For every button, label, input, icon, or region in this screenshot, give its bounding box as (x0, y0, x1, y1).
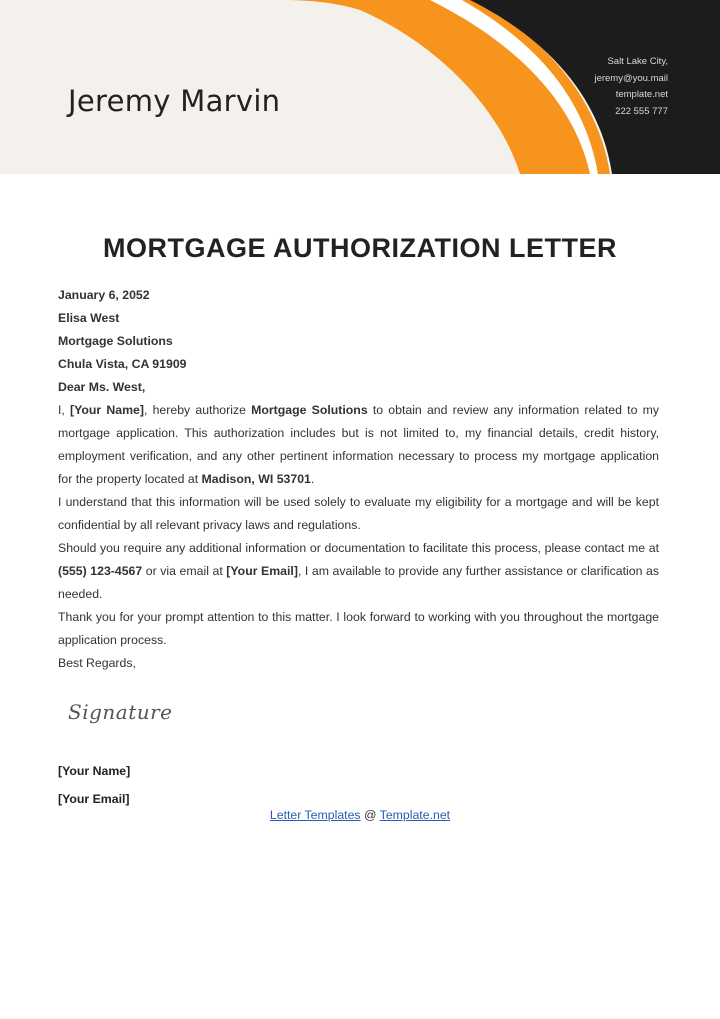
contact-phone: 222 555 777 (615, 105, 668, 117)
p3-phone: (555) 123-4567 (58, 564, 143, 578)
p3-text-3: , I am available to provide any further assistance or clarification as needed. (58, 564, 659, 601)
recipient-company: Mortgage Solutions (58, 334, 173, 348)
recipient-address: Chula Vista, CA 91909 (58, 357, 187, 371)
p1-text-1: I, (58, 403, 71, 417)
p1-text-2: , hereby authorize (143, 403, 252, 417)
footer (0, 808, 720, 822)
signer-name: [Your Name] (58, 764, 131, 778)
signature-block (58, 757, 130, 813)
p1-property-location: Madison, WI 53701 (201, 472, 311, 486)
sender-contact (508, 54, 668, 120)
recipient-name: Elisa West (58, 311, 120, 325)
letter-body (58, 284, 659, 675)
p3-text-1: Should you require any additional information or documentation to facilitate this process, please contact me at (58, 541, 659, 555)
p1-text-4: . (310, 472, 315, 486)
letter-templates-link[interactable]: Letter Templates (269, 808, 361, 822)
salutation: Dear Ms. West, (58, 380, 146, 394)
paragraph-confidentiality: I understand that this information will be used solely to evaluate my eligibility for a mortgage and will be kept confidential by all relevant privacy laws and regulations. (58, 495, 659, 532)
paragraph-authorization (58, 399, 659, 491)
closing-text: Best Regards, (58, 656, 136, 670)
contact-city: Salt Lake City, (607, 56, 668, 67)
letter-date: January 6, 2052 (58, 288, 150, 302)
sender-name: Jeremy Marvin (68, 84, 281, 118)
template-net-link[interactable]: Template.net (379, 808, 451, 822)
contact-website: template.net (615, 89, 668, 100)
p3-text-2: or via email at (142, 564, 227, 578)
paragraph-contact (58, 537, 659, 606)
letterhead (0, 0, 720, 174)
paragraph-thanks: Thank you for your prompt attention to this matter. I look forward to working with you throughout the mortgage application process. (58, 610, 659, 647)
signer-email: [Your Email] (58, 792, 130, 806)
contact-email: jeremy@you.mail (594, 72, 668, 84)
letter-title: MORTGAGE AUTHORIZATION LETTER (103, 233, 617, 263)
p3-email: [Your Email] (226, 564, 298, 578)
p1-text-3: to obtain and review any information related to my mortgage application. This authorization includes but is not limited to, my financial details, credit history, employment verification, and any other pertinent information necessary to process my mortgage application for the property located at (58, 403, 659, 486)
p1-your-name: [Your Name] (70, 403, 144, 417)
p1-company: Mortgage Solutions (251, 403, 368, 417)
signature-image: Signature (68, 700, 173, 724)
footer-separator: @ (360, 808, 380, 822)
